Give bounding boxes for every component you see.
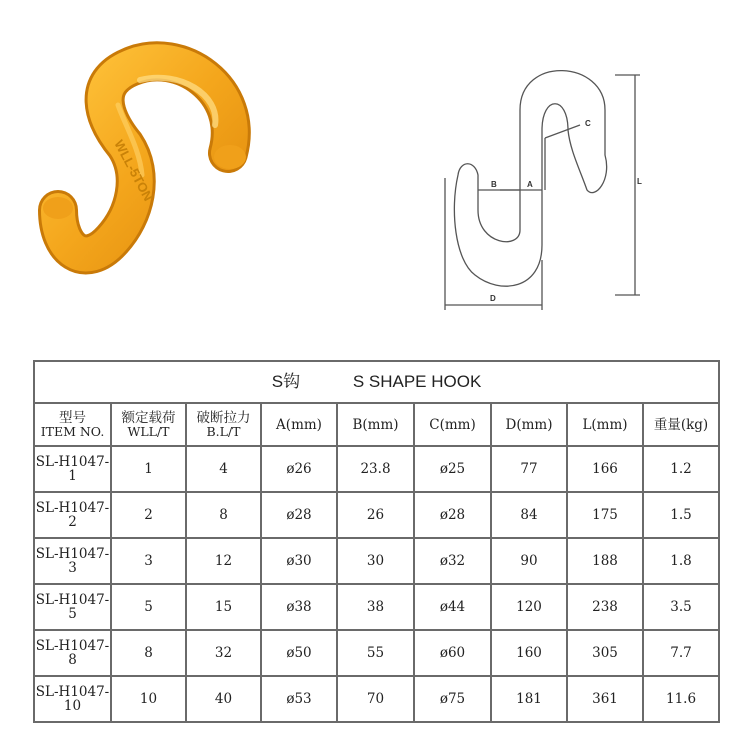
dim-label-c: C <box>585 119 591 128</box>
table-cell: 188 <box>567 538 643 584</box>
table-cell: 40 <box>186 676 261 722</box>
table-cell: 11.6 <box>643 676 719 722</box>
table-cell: 12 <box>186 538 261 584</box>
table-cell: 70 <box>337 676 414 722</box>
dim-label-b: B <box>491 180 497 189</box>
table-cell: SL-H1047-3 <box>34 538 111 584</box>
table-cell: SL-H1047-2 <box>34 492 111 538</box>
table-cell: 120 <box>491 584 567 630</box>
header-item-no: 型号 ITEM NO. <box>34 403 111 446</box>
title-chinese: S钩 <box>271 372 301 391</box>
table-cell: ø53 <box>261 676 337 722</box>
table-cell: ø32 <box>414 538 491 584</box>
table-cell: 305 <box>567 630 643 676</box>
table-cell: ø28 <box>261 492 337 538</box>
table-cell: 175 <box>567 492 643 538</box>
header-breaking-load: 破断拉力 B.L/T <box>186 403 261 446</box>
table-cell: 55 <box>337 630 414 676</box>
table-cell: 10 <box>111 676 186 722</box>
s-hook-dimension-drawing <box>430 60 660 320</box>
table-cell: 23.8 <box>337 446 414 492</box>
table-cell: ø60 <box>414 630 491 676</box>
table-cell: SL-H1047-8 <box>34 630 111 676</box>
table-cell: 1 <box>111 446 186 492</box>
table-row <box>34 538 719 584</box>
header-c: C(mm) <box>414 403 491 446</box>
title-english: S SHAPE HOOK <box>352 372 482 391</box>
table-cell: 3.5 <box>643 584 719 630</box>
dim-label-l: L <box>637 177 642 186</box>
table-row <box>34 492 719 538</box>
spec-table <box>33 360 720 723</box>
table-cell: 38 <box>337 584 414 630</box>
table-cell: 8 <box>186 492 261 538</box>
table-cell: 3 <box>111 538 186 584</box>
header-a: A(mm) <box>261 403 337 446</box>
table-cell: 15 <box>186 584 261 630</box>
table-cell: 84 <box>491 492 567 538</box>
table-row <box>34 584 719 630</box>
table-cell: ø75 <box>414 676 491 722</box>
table-cell: ø26 <box>261 446 337 492</box>
s-hook-photo <box>30 25 260 325</box>
table-cell: 7.7 <box>643 630 719 676</box>
table-cell: 160 <box>491 630 567 676</box>
table-cell: 8 <box>111 630 186 676</box>
table-cell: 1.8 <box>643 538 719 584</box>
table-cell: 77 <box>491 446 567 492</box>
header-d: D(mm) <box>491 403 567 446</box>
table-cell: 1.2 <box>643 446 719 492</box>
table-cell: ø38 <box>261 584 337 630</box>
table-cell: ø28 <box>414 492 491 538</box>
header-row <box>34 403 719 446</box>
table-cell: ø44 <box>414 584 491 630</box>
header-wll: 额定载荷 WLL/T <box>111 403 186 446</box>
header-l: L(mm) <box>567 403 643 446</box>
table-row <box>34 630 719 676</box>
table-cell: 2 <box>111 492 186 538</box>
table-row <box>34 446 719 492</box>
table-cell: 166 <box>567 446 643 492</box>
table-cell: ø50 <box>261 630 337 676</box>
table-cell: 181 <box>491 676 567 722</box>
hook-engraving: WLL-5TON <box>111 137 157 204</box>
table-cell: 32 <box>186 630 261 676</box>
table-row <box>34 676 719 722</box>
header-weight: 重量(kg) <box>643 403 719 446</box>
table-cell: 90 <box>491 538 567 584</box>
header-b: B(mm) <box>337 403 414 446</box>
table-cell: 361 <box>567 676 643 722</box>
dim-label-d: D <box>490 294 496 303</box>
dim-label-a: A <box>527 180 533 189</box>
table-cell: SL-H1047-10 <box>34 676 111 722</box>
table-cell: 5 <box>111 584 186 630</box>
table-cell: 238 <box>567 584 643 630</box>
table-cell: ø25 <box>414 446 491 492</box>
table-cell: ø30 <box>261 538 337 584</box>
table-title <box>34 361 719 403</box>
table-cell: SL-H1047-5 <box>34 584 111 630</box>
table-cell: 4 <box>186 446 261 492</box>
table-cell: 30 <box>337 538 414 584</box>
table-cell: 1.5 <box>643 492 719 538</box>
table-cell: SL-H1047-1 <box>34 446 111 492</box>
table-cell: 26 <box>337 492 414 538</box>
